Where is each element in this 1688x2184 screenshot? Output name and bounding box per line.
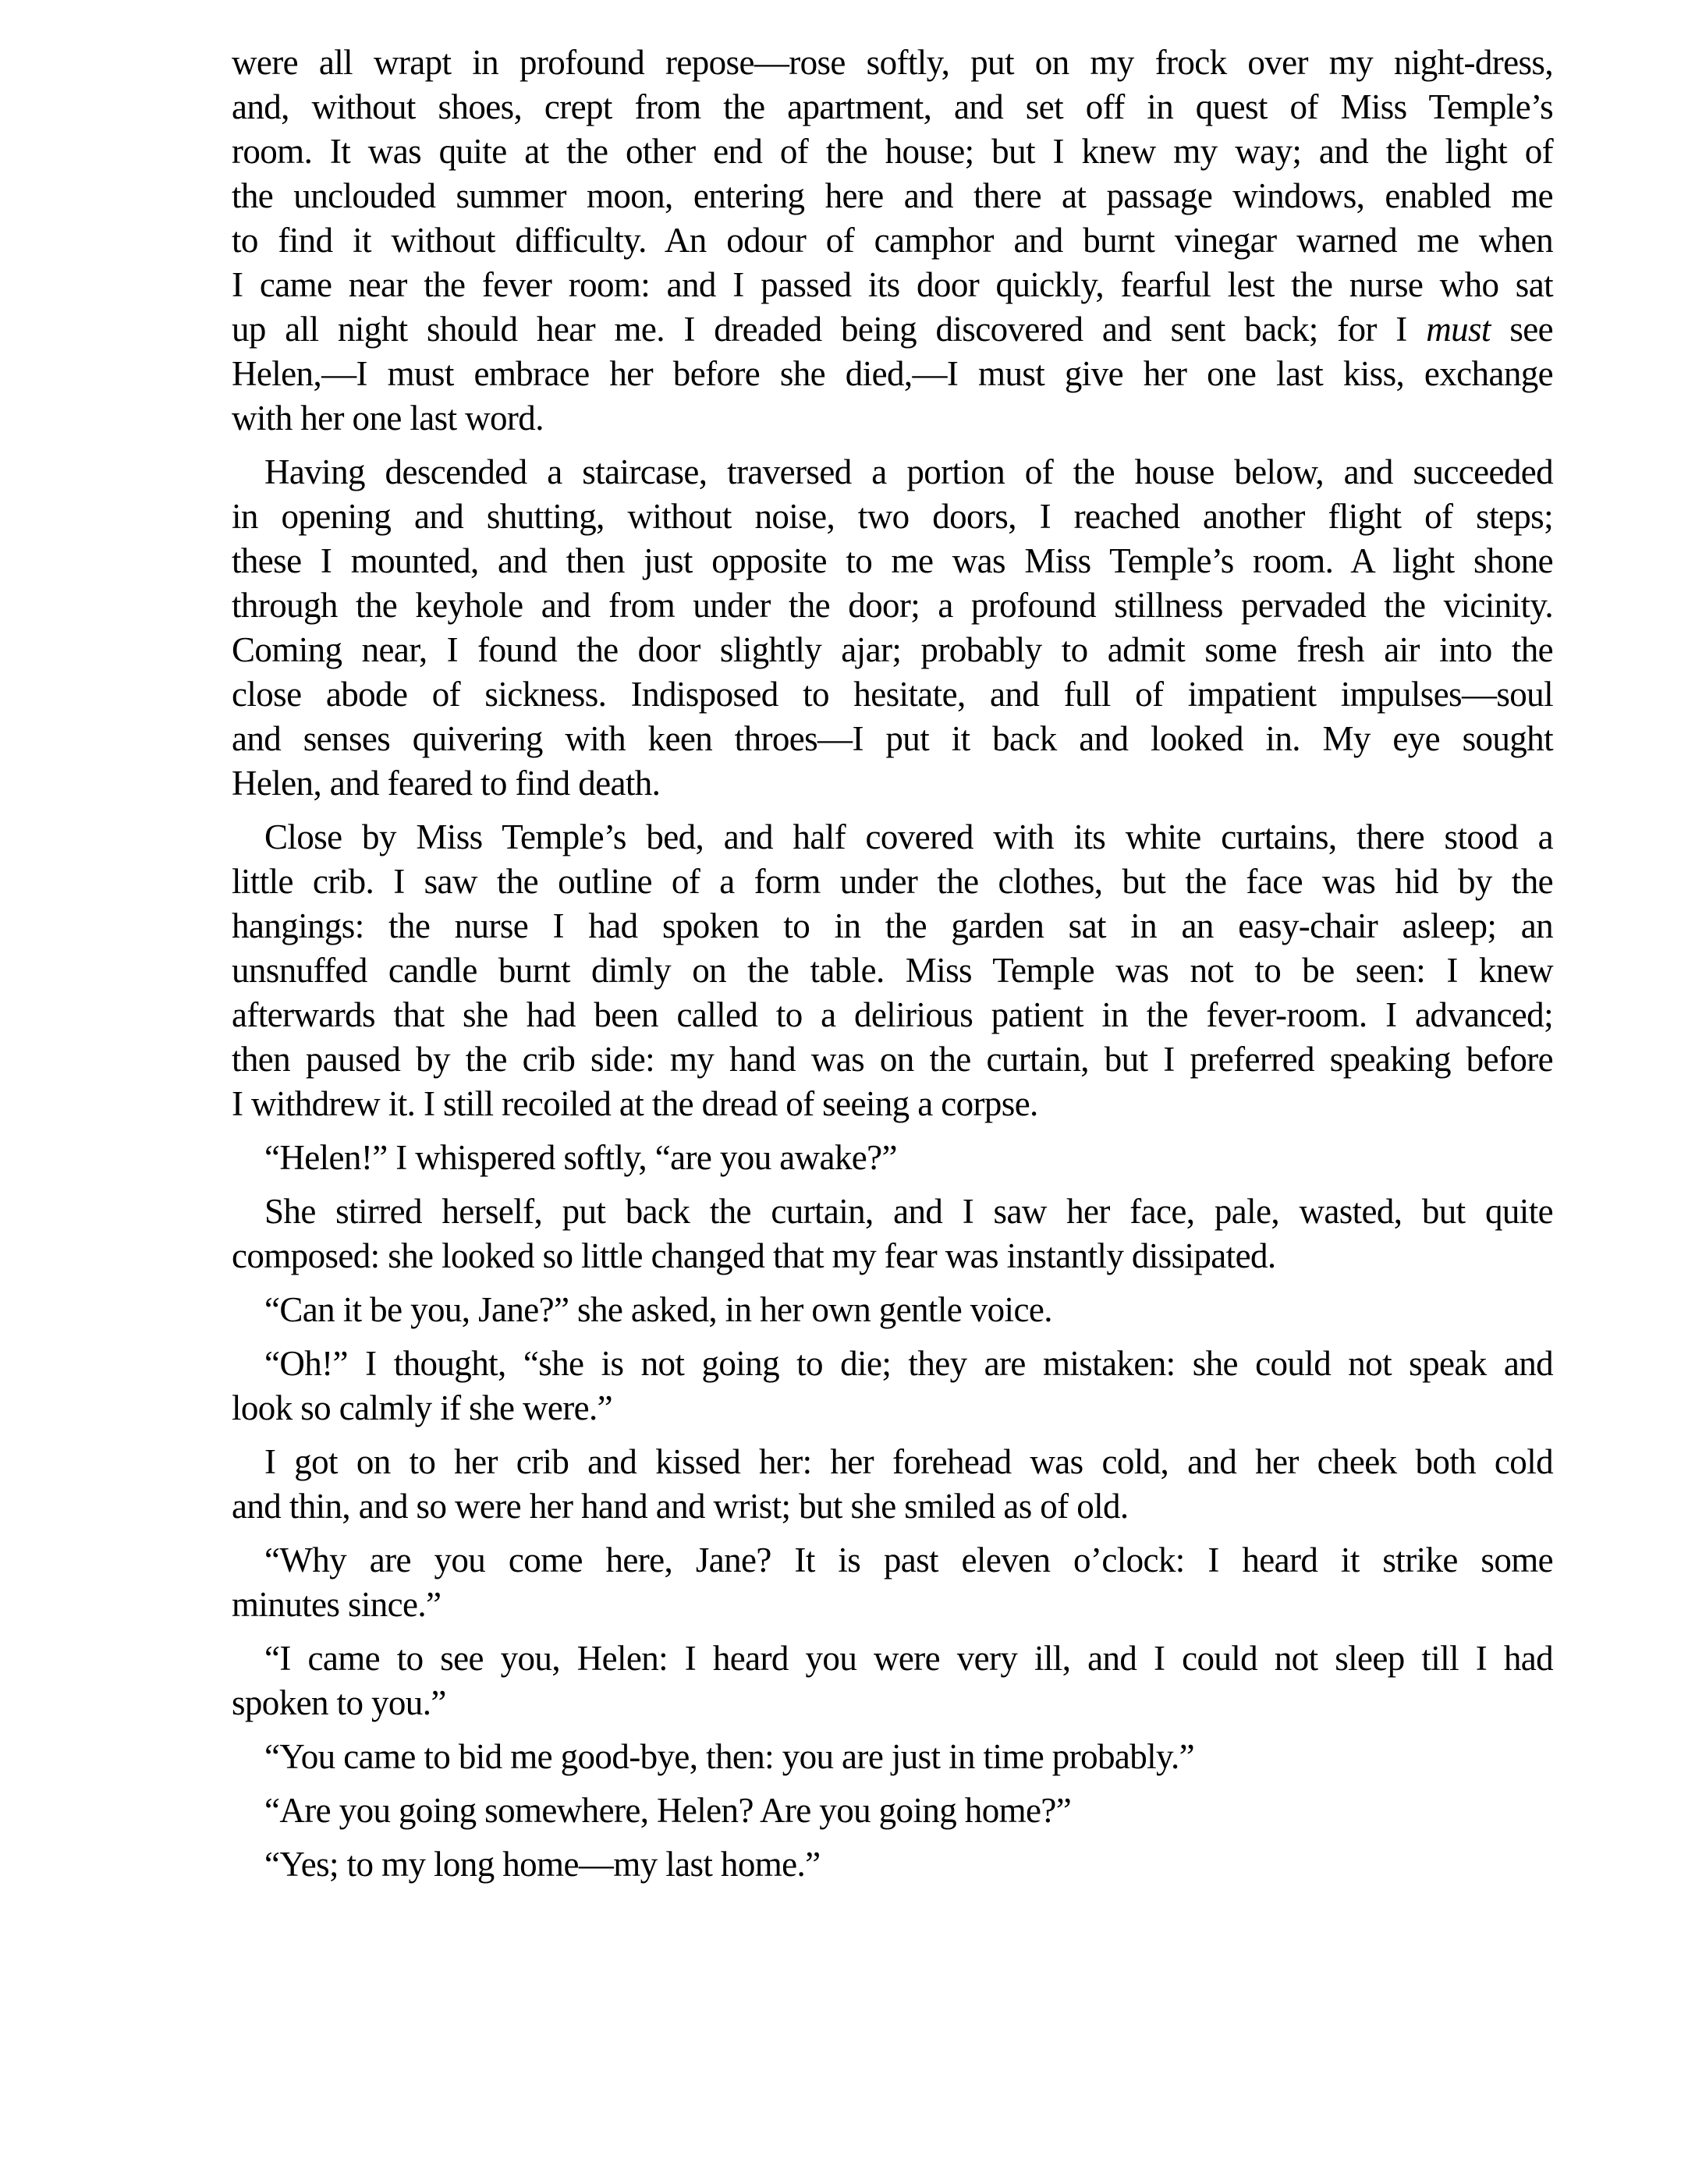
paragraph	[232, 1789, 1553, 1833]
paragraph	[232, 41, 1553, 441]
text-line: composed: she looked so little changed that my fear was instantly dissipated.	[232, 1236, 1276, 1275]
paragraph	[232, 1842, 1553, 1887]
document-page	[232, 41, 1553, 1896]
text-line: little crib. I saw the outline of a form under the clothes, but the face was hid by the	[232, 862, 1553, 901]
text-line: “Are you going somewhere, Helen? Are you going home?”	[264, 1791, 1072, 1830]
text-line: Coming near, I found the door slightly ajar; probably to admit some fresh air into the	[232, 630, 1553, 669]
text-line: through the keyhole and from under the door; a profound stillness pervaded the vicinity.	[232, 586, 1553, 625]
text-line: to find it without difficulty. An odour of camphor and burnt vinegar warned me when	[232, 221, 1553, 260]
paragraph	[232, 1538, 1553, 1627]
text-line: then paused by the crib side: my hand was on the curtain, but I preferred speaking before	[232, 1040, 1553, 1079]
text-line: She stirred herself, put back the curtain, and I saw her face, pale, wasted, but quite	[264, 1192, 1553, 1231]
paragraph	[232, 1735, 1553, 1779]
text-line: close abode of sickness. Indisposed to hesitate, and full of impatient impulses—soul	[232, 675, 1553, 714]
text-line: I got on to her crib and kissed her: her forehead was cold, and her cheek both cold	[264, 1442, 1553, 1481]
text-line: up all night should hear me. I dreaded being discovered and sent back; for I must see	[232, 310, 1553, 349]
text-line: Helen, and feared to find death.	[232, 764, 661, 803]
text-line: “You came to bid me good-bye, then: you are just in time probably.”	[264, 1737, 1195, 1776]
text-line: with her one last word.	[232, 399, 544, 438]
text-line: “Can it be you, Jane?” she asked, in her own gentle voice.	[264, 1290, 1052, 1329]
text-line: were all wrapt in profound repose—rose softly, put on my frock over my night-dress,	[232, 43, 1553, 82]
text-line: “Oh!” I thought, “she is not going to die; they are mistaken: she could not speak and	[264, 1344, 1553, 1383]
paragraph	[232, 1288, 1553, 1332]
text-line: Having descended a staircase, traversed a portion of the house below, and succeeded	[264, 452, 1553, 491]
text-line: hangings: the nurse I had spoken to in the garden sat in an easy-chair asleep; an	[232, 906, 1553, 945]
paragraph	[232, 1342, 1553, 1431]
paragraph	[232, 450, 1553, 806]
text-line: afterwards that she had been called to a delirious patient in the fever-room. I advanced;	[232, 995, 1553, 1034]
text-line: “Yes; to my long home—my last home.”	[264, 1845, 821, 1884]
text-line: look so calmly if she were.”	[232, 1388, 613, 1427]
text-line: I came near the fever room: and I passed its door quickly, fearful lest the nurse who sat	[232, 265, 1553, 304]
paragraph	[232, 1136, 1553, 1180]
paragraph	[232, 1190, 1553, 1278]
text-line: room. It was quite at the other end of the house; but I knew my way; and the light of	[232, 132, 1553, 171]
text-line: and senses quivering with keen throes—I put it back and looked in. My eye sought	[232, 719, 1553, 758]
text-line: Close by Miss Temple’s bed, and half covered with its white curtains, there stood a	[264, 817, 1553, 856]
paragraph	[232, 1636, 1553, 1725]
text-line: in opening and shutting, without noise, two doors, I reached another flight of steps;	[232, 497, 1553, 536]
text-line: “Why are you come here, Jane? It is past eleven o’clock: I heard it strike some	[264, 1540, 1553, 1580]
text-line: and, without shoes, crept from the apartment, and set off in quest of Miss Temple’s	[232, 87, 1553, 126]
text-line: I withdrew it. I still recoiled at the dread of seeing a corpse.	[232, 1084, 1038, 1123]
text-line: minutes since.”	[232, 1585, 442, 1624]
text-line: Helen,—I must embrace her before she died,—I must give her one last kiss, exchange	[232, 354, 1553, 393]
text-line: “Helen!” I whispered softly, “are you awake?”	[264, 1138, 897, 1177]
text-line: and thin, and so were her hand and wrist; but she smiled as of old.	[232, 1487, 1129, 1526]
paragraph	[232, 1440, 1553, 1529]
text-line: these I mounted, and then just opposite to me was Miss Temple’s room. A light shone	[232, 541, 1553, 580]
emphasis: must	[1426, 310, 1491, 349]
text-line: “I came to see you, Helen: I heard you were very ill, and I could not sleep till I had	[264, 1639, 1553, 1678]
text-line: the unclouded summer moon, entering here and there at passage windows, enabled me	[232, 176, 1553, 215]
text-line: unsnuffed candle burnt dimly on the table. Miss Temple was not to be seen: I knew	[232, 951, 1553, 990]
text-line: spoken to you.”	[232, 1683, 446, 1722]
paragraph	[232, 815, 1553, 1126]
